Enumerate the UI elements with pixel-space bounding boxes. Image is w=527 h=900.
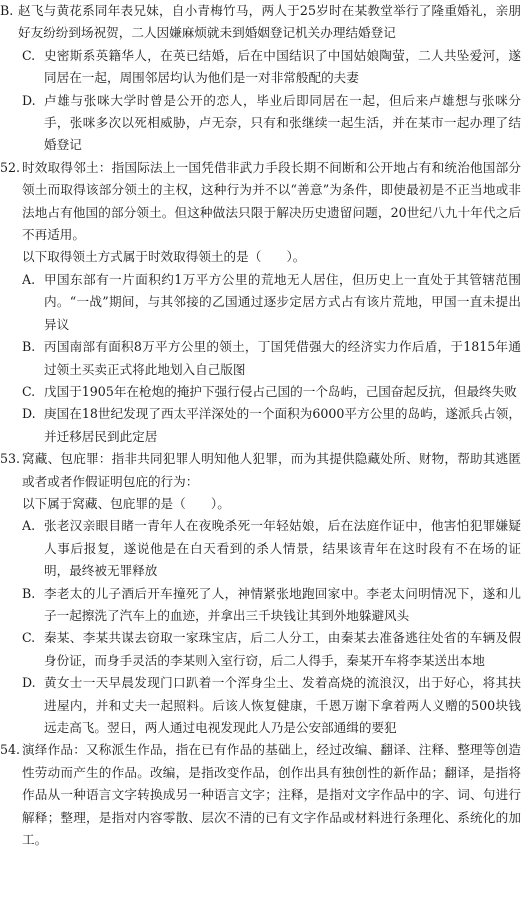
- q51-option-b-label: B.: [0, 3, 14, 18]
- q53-stem-text: 以下属于窝藏、包庇罪的是（ ）。: [22, 495, 230, 511]
- q53-stem: [0, 493, 527, 515]
- q52-option-a-text: 甲国东部有一片面积约1万平方公里的荒地无人居住，但历史上一直处于其管辖范围内。“一战”期间，与其邻接的乙国通过逐步定居方式占有该片荒地，甲国一直未提出异议: [44, 271, 521, 332]
- q54-definition-text: 演绎作品：又称派生作品，指在已有作品的基础上，经过改编、翻译、注释、整理等创造性劳动而产生的作品。改编，是指改变作品，创作出具有独创性的新作品；翻译，是指将作品从一种语言文字转换成另一种语言文字；注释，是指对文字作品中的字、词、句进行解释；整理，是指对内容零散、层次不清的已有文字作品或材料进行条理化、系统化的加工。: [22, 742, 521, 848]
- q53-option-c-label: C.: [22, 630, 36, 646]
- q52-stem-text: 以下取得领土方式属于时效取得领土的是（ ）。: [22, 249, 306, 265]
- q53-option-b-label: B.: [22, 585, 36, 601]
- q54-definition: [0, 739, 527, 851]
- q51-option-d-text: 卢雄与张咪大学时曾是公开的恋人，毕业后即同居在一起，但后来卢雄想与张咪分手，张咪多次以死相威胁，卢无奈，只有和张继续一起生活，并在某市一起办理了结婚登记: [44, 92, 521, 153]
- q53-definition: [0, 448, 527, 493]
- q52-option-a: [0, 269, 527, 336]
- q52-definition: [0, 157, 527, 247]
- q52-option-b-label: B.: [22, 339, 36, 355]
- q53-option-d-label: D.: [22, 675, 36, 691]
- q52-stem: [0, 246, 527, 268]
- q52-option-b-text: 丙国南部有面积8万平方公里的领土，丁国凭借强大的经济实力作后盾，于1815年通过领土买卖正式将此地划入自己版图: [44, 339, 521, 377]
- q51-option-c-text: 史密斯系英籍华人，在英已结婚，后在中国结识了中国姑娘陶萤，二人共坠爱河，遂同居在一起，周围邻居均认为他们是一对非常般配的夫妻: [44, 47, 521, 86]
- q51-option-c: [0, 45, 527, 90]
- q52-number: 52.: [0, 159, 21, 175]
- q53-option-b: [0, 583, 527, 628]
- q53-option-d-text: 黄女士一天早晨发现门口趴着一个浑身尘土、发着高烧的流浪汉，出于好心，将其扶进屋内，并和丈夫一起照料。后该人恢复健康，千恩万谢下拿着两人义赠的500块钱远走高飞。翌日，两人通过电视发现此人乃是公安部通缉的要犯: [44, 675, 521, 735]
- q52-option-a-label: A.: [22, 271, 36, 287]
- q53-option-a: [0, 515, 527, 582]
- q52-option-d-text: 庚国在18世纪发现了西太平洋深处的一个面积为6000平方公里的岛屿，遂派兵占领，并迁移居民到此定居: [44, 406, 521, 444]
- q53-option-a-text: 张老汉亲眼目睹一青年人在夜晚杀死一年轻姑娘，后在法庭作证中，他害怕犯罪嫌疑人事后报复，遂说他是在白天看到的杀人情景，结果该青年在这时段有不在场的证明，最终被无罪释放: [44, 518, 521, 579]
- q53-option-d: [0, 672, 527, 739]
- q53-option-b-text: 李老太的儿子酒后开车撞死了人，神情紧张地跑回家中。李老太问明情况下，遂和儿子一起擦洗了汽车上的血迹，并拿出三千块钱让其到外地躲避风头: [44, 585, 521, 623]
- q52-option-c-label: C.: [22, 383, 36, 399]
- q52-option-c-text: 戊国于1905年在枪炮的掩护下强行侵占己国的一个岛屿，己国奋起反抗，但最终失败: [44, 383, 517, 399]
- q51-option-d-label: D.: [22, 92, 36, 108]
- q51-option-b: [0, 0, 527, 45]
- q52-option-d-label: D.: [22, 406, 36, 422]
- q52-option-c: [0, 381, 527, 403]
- q53-option-a-label: A.: [22, 518, 36, 534]
- q53-option-c: [0, 627, 527, 672]
- q52-definition-text: 时效取得邻土：指国际法上一国凭借非武力手段长期不间断和公开地占有和统治他国部分领土而取得该部分领土的主权，这种行为并不以“善意”为条件，即使最初是不正当地或非法地占有他国的部分领土。但这种做法只限于解决历史遗留问题，20世纪八九十年代之后不再适用。: [22, 159, 521, 243]
- q51-option-d: [0, 90, 527, 157]
- q53-number: 53.: [0, 451, 21, 467]
- q51-option-b-text: 赵飞与黄花系同年表兄妹，自小青梅竹马，两人于25岁时在某教堂举行了隆重婚礼，亲朋好友纷纷到场祝贺，二人因嫌麻烦就未到婚姻登记机关办理结婚登记: [18, 3, 521, 41]
- q51-option-c-label: C.: [22, 47, 36, 63]
- q53-definition-text: 窝藏、包庇罪：指非共同犯罪人明知他人犯罪，而为其提供隐藏处所、财物，帮助其逃匿或者或者作假证明包庇的行为：: [22, 451, 521, 489]
- q52-option-d: [0, 403, 527, 448]
- q53-option-c-text: 秦某、李某共谋去窃取一家珠宝店，后二人分工，由秦某去准备逃往处省的车辆及假身份证，而身手灵活的李某则入室行窃，后二人得手，秦某开车将李某送出本地: [44, 630, 521, 668]
- q52-option-b: [0, 336, 527, 381]
- q54-number: 54.: [0, 742, 21, 758]
